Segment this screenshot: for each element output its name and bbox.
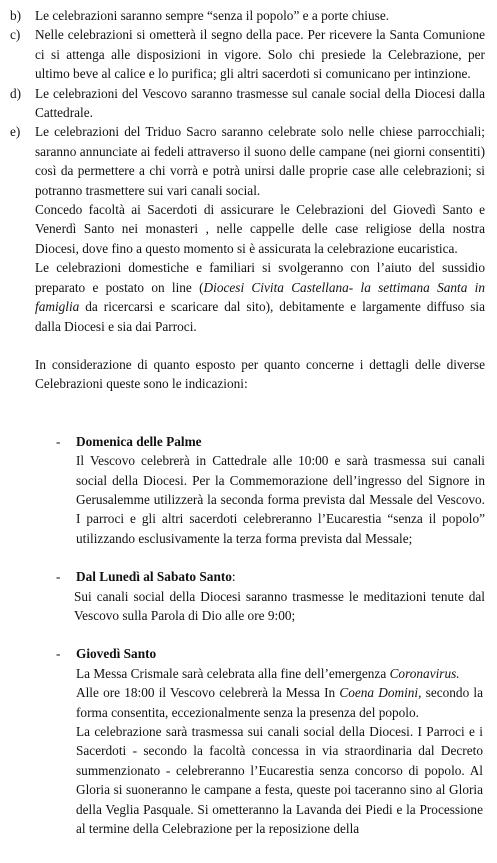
- spacer: [0, 625, 497, 644]
- list-item-c: [0, 25, 497, 83]
- list-item-text: Nelle celebrazioni si ometterà il segno della pace. Per ricevere la Santa Comunione ci si attenga alle disposizioni in vigore. Solo chi presiede la Celebrazione, per ultimo beve al calice e lo purifica; gli altri sacerdoti si comunicano per intinzione.: [35, 27, 485, 82]
- list-marker: b): [10, 8, 22, 23]
- section-dash: -: [56, 646, 61, 662]
- section-domenica-palme: [0, 432, 497, 548]
- paragraph-italic: Diocesi Civita Castellana- la settimana Santa in famiglia: [35, 279, 485, 315]
- paragraph-text: da ricercarsi e scaricare dal sito), debitamente e largamente diffuso sia dalla Diocesi e sia dai Parroci.: [35, 299, 485, 334]
- section-text-coena: [0, 683, 497, 722]
- paragraph-text: Le celebrazioni domestiche e familiari si svolgeranno con l’aiuto del sussidio preparato e postato on line (: [35, 260, 485, 295]
- section-text: Alle ore 18:00 il Vescovo celebrerà la Messa In: [76, 685, 340, 701]
- list-marker: c): [10, 27, 21, 43]
- section-text: secondo la forma consentita, eccezionalmente senza la presenza del popolo.: [76, 685, 483, 720]
- paragraph-considerazione: In considerazione di quanto esposto per quanto concerne i dettagli delle diverse Celebrazioni queste sono le indicazioni:: [35, 356, 485, 392]
- section-text: Il Vescovo celebrerà in Cattedrale alle 10:00 e sarà trasmessa sui canali social della Diocesi. Per la Commemorazione dell’ingresso del Signore in Gerusalemme utilizzerà la seconda forma prevista dal Messale del Vescovo. I parroci e gli altri sacerdoti celebreranno l’Eucarestia “senza il popolo” utilizzando esclusivamente la terza forma prevista dal Messale;: [76, 453, 485, 546]
- section-title-suffix: :: [231, 569, 236, 585]
- section-title: Giovedì Santo: [76, 646, 157, 662]
- section-title: Domenica delle Palme: [76, 433, 202, 449]
- section-title: Dal Lunedì al Sabato Santo: [76, 569, 232, 585]
- list-item-text: Le celebrazioni del Vescovo saranno trasmesse sul canale social della Diocesi dalla Cattedrale.: [35, 85, 485, 121]
- spacer: [0, 413, 497, 432]
- section-dash: -: [56, 569, 61, 585]
- document-body: [0, 6, 497, 838]
- section-dash: -: [56, 433, 61, 449]
- section-giovedi-santo: [0, 644, 497, 838]
- spacer: [0, 336, 497, 355]
- section-lunedi-sabato: [0, 567, 497, 625]
- section-text-crismale: [0, 664, 497, 683]
- section-title-row: [0, 567, 497, 586]
- list-item-b: [0, 6, 497, 25]
- list-item-e: [0, 122, 497, 200]
- list-item-text: Le celebrazioni del Triduo Sacro saranno celebrate solo nelle chiese parrocchiali; saranno annunciate ai fedeli attraverso il suono delle campane (nei giorni consentiti) così da permettere a chi vorrà e potrà unirsi dalle proprie case alle celebrazioni; si potranno trasmettere sui vari canali social.: [35, 124, 485, 198]
- list-marker: e): [10, 124, 21, 140]
- section-text: La Messa Crismale sarà celebrata alla fine dell’emergenza: [76, 665, 390, 681]
- section-italic: Coena Domini,: [339, 685, 422, 701]
- spacer: [0, 394, 497, 413]
- spacer: [0, 548, 497, 567]
- paragraph-domestiche: [0, 258, 497, 336]
- section-text: Sui canali social della Diocesi saranno trasmesse le meditazioni tenute dal Vescovo sulla Parola di Dio alle ore 9:00;: [74, 588, 485, 623]
- section-text-trasmissione: La celebrazione sarà trasmessa sui canali social della Diocesi. I Parroci e i Sacerdoti - secondo la facoltà concessa in via straordinaria dal Decreto summenzionato - celebreranno l’Eucarestia senza concorso di popolo. Al Gloria si suoneranno le campane a festa, queste poi taceranno sino al Gloria della Veglia Pasquale. Si ometteranno la Lavanda dei Piedi e la Processione al termine della Celebrazione per la reposizione della: [76, 724, 483, 837]
- section-italic: Coronavirus.: [389, 665, 460, 681]
- list-marker: d): [10, 85, 22, 101]
- list-item-text: Le celebrazioni saranno sempre “senza il popolo” e a porte chiuse.: [35, 8, 390, 23]
- paragraph-concedo: Concedo facoltà ai Sacerdoti di assicurare le Celebrazioni del Giovedì Santo e Venerdì Santo nei monasteri , nelle cappelle delle case religiose della nostra Diocesi, dove fino a questo momento si è assicurata la celebrazione eucaristica.: [35, 202, 485, 256]
- list-item-d: [0, 84, 497, 123]
